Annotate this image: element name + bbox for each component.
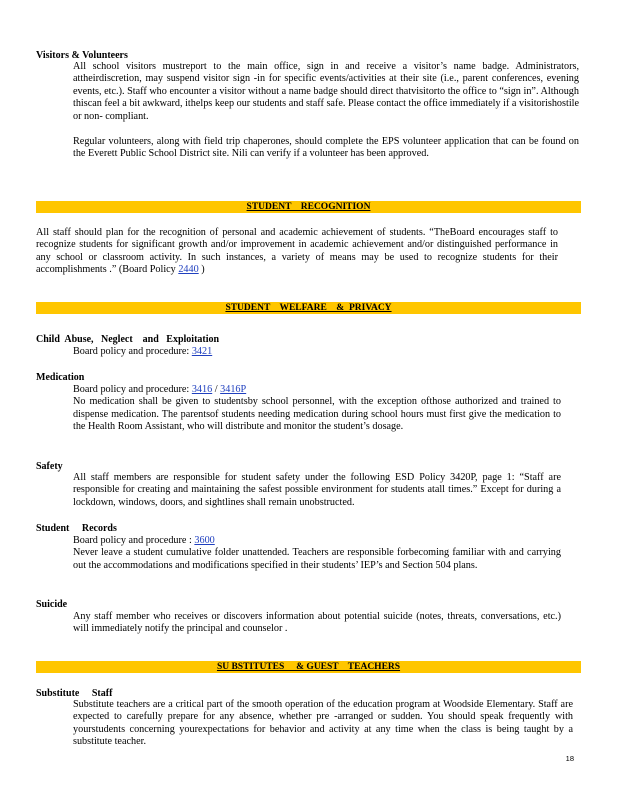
policy-3416p-link[interactable]: 3416P xyxy=(220,384,247,395)
page-number: 18 xyxy=(565,754,574,763)
records-label: Board policy and procedure : xyxy=(73,535,195,546)
substitutes-title: SU BSTITUTES & GUEST TEACHERS xyxy=(216,662,401,672)
medication-separator: / xyxy=(212,384,221,395)
records-paragraph: Never leave a student cumulative folder unattended. Teachers are responsible forbecoming familiar with and carrying out the accommodations and modifications specified in their students’ IEP’s and Section 504 plans. xyxy=(73,547,561,571)
student-welfare-title: STUDENT WELFARE & PRIVACY xyxy=(225,303,392,313)
student-welfare-banner xyxy=(36,302,581,314)
safety-heading: Safety xyxy=(36,461,63,472)
suicide-heading: Suicide xyxy=(36,599,68,610)
volunteers-paragraph: Regular volunteers, along with field trip chaperones, should complete the EPS volunteer application that can be found on the Everett Public School District site. Nili can verify if a volunteer has been approved. xyxy=(73,136,579,160)
policy-3421-link[interactable]: 3421 xyxy=(191,346,213,357)
substitutes-banner xyxy=(36,661,581,673)
visitors-section xyxy=(73,61,579,161)
visitors-heading: Visitors & Volunteers xyxy=(36,50,128,61)
child-abuse-heading: Child Abuse, Neglect and Exploitation xyxy=(36,334,220,345)
student-recognition-banner xyxy=(36,201,581,213)
substitute-paragraph: Substitute teachers are a critical part of the smooth operation of the education program at Woodside Elementary. Staff are expected to carefully prepare for any absence, whether pre -arranged or sudden. You should speak frequently with yourstudents concerning yourexpectations for behavior and activity at any time when the class is being taught by a substitute teacher. xyxy=(73,699,573,748)
recognition-text: All staff should plan for the recognition of personal and academic achievement of students. “TheBoard encourages staff to recognize students for significant growth and/or improvement in academic achievement and/or distinguished performance in any school or classroom activity. In such instances, a variety of means may be used to recognize students for their accomplishments .” (Board Policy xyxy=(36,227,558,276)
child-abuse-policy xyxy=(73,346,579,358)
medication-paragraph: No medication shall be given to studentsby school personnel, with the exception ofthose authorized and trained to dispense medication. The parentsof students needing medication during school hours must first give the medication to the Health Room Assistant, who will distribute and monitor the student’s dosage. xyxy=(73,396,561,433)
records-policy xyxy=(73,535,561,547)
records-section xyxy=(73,535,561,572)
policy-3416-link[interactable]: 3416 xyxy=(191,384,213,395)
policy-2440-link[interactable]: 2440 xyxy=(178,264,199,276)
child-abuse-label: Board policy and procedure: xyxy=(73,346,192,357)
medication-section xyxy=(73,384,561,434)
policy-3600-link[interactable]: 3600 xyxy=(194,535,215,546)
medication-policy xyxy=(73,384,561,396)
visitors-paragraph: All school visitors mustreport to the main office, sign in and receive a visitor’s name badge. Administrators, attheirdiscretion, may suspend visitor sign -in for specific events/activities at their site (i.e., parent conferences, evening events, etc.). Staff who encounter a visitor without a name badge should direct thatvisitorto the office to “sign in”. Although thiscan feel a bit awkward, ithelps keep our students and staff safe. Please contact the office immediately if a visitorishostile or non- compliant. xyxy=(73,61,579,122)
student-records-heading: Student Records xyxy=(36,523,117,534)
medication-heading: Medication xyxy=(36,372,85,383)
substitute-staff-heading: Substitute Staff xyxy=(36,688,113,699)
recognition-paragraph xyxy=(36,227,558,277)
student-recognition-title: STUDENT RECOGNITION xyxy=(246,202,371,212)
safety-paragraph: All staff members are responsible for student safety under the following ESD Policy 3420P, page 1: “Staff are responsible for creating and maintaining the safest possible environment for students atall times.” Except for during a lockdown, windows, doors, and sightlines shall remain unobstructed. xyxy=(73,472,561,508)
suicide-paragraph: Any staff member who receives or discovers information about potential suicide (notes, threats, conversations, etc.) will immediately notify the principal and counselor . xyxy=(73,611,561,635)
recognition-text-end: ) xyxy=(198,264,205,276)
medication-label: Board policy and procedure: xyxy=(73,384,192,395)
